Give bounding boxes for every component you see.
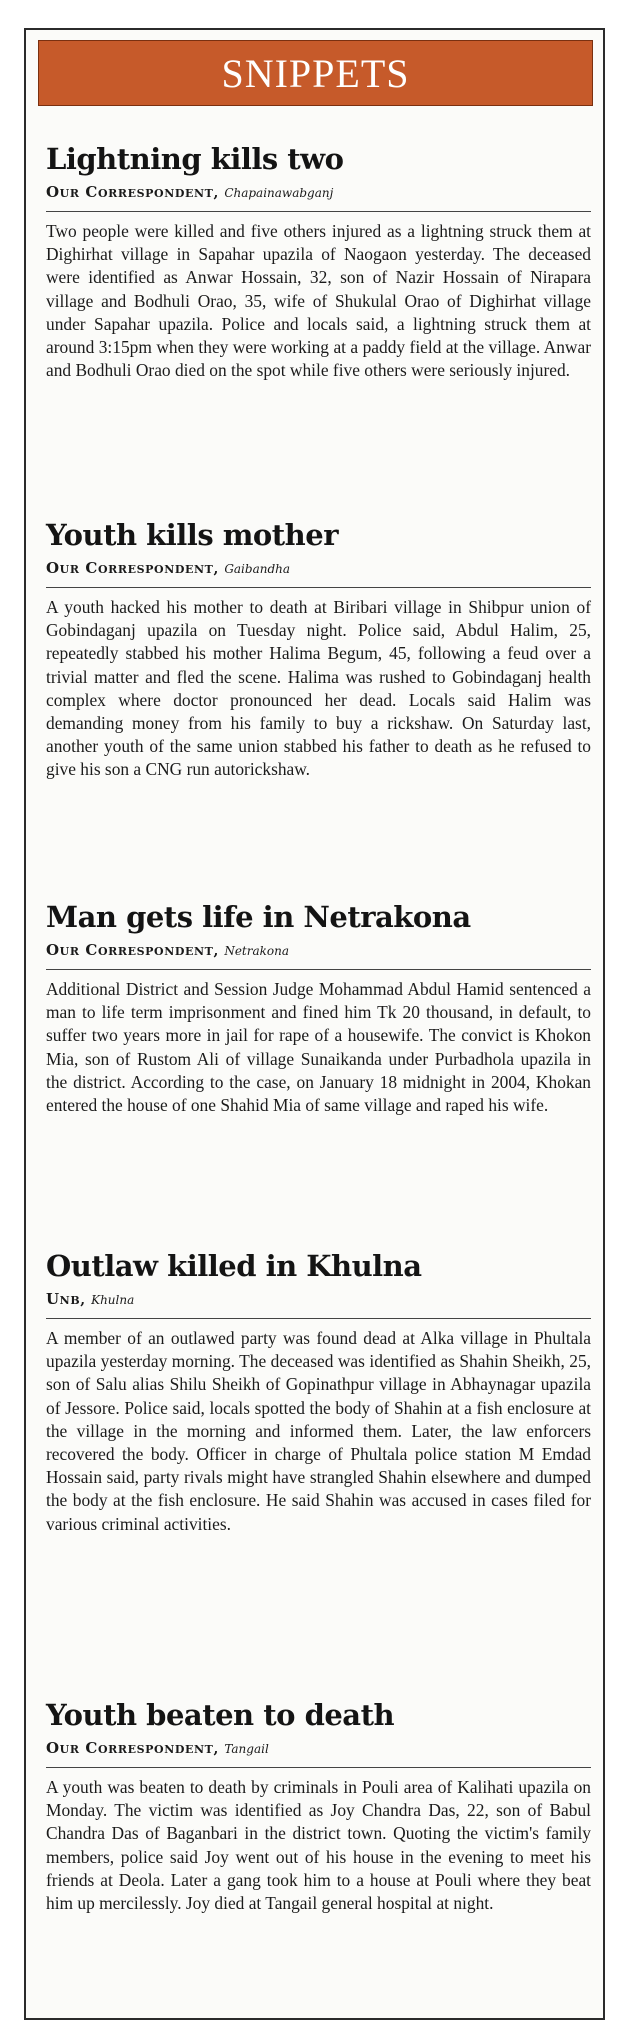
story-headline: Outlaw killed in Khulna [46,1249,422,1283]
story-byline: Our Correspondent, Gaibandha [46,559,291,577]
story-lightning [46,141,591,382]
story-headline: Youth kills mother [46,518,338,552]
story-body: A youth was beaten to death by criminals in Pouli area of Kalihati upazila on Monday. The victim was identified as Joy Chandra Das, 22, son of Babul Chandra Das of Baganbari in the district town. Quoting the victim's family members, police said Joy went out of his house in the evening to meet his friends at Deola. Later a gang took him to a house at Pouli where they beat him up mercilessly. Joy died at Tangail general hospital at night. [46,1777,591,1914]
byline-dateline: Netrakona [224,944,290,958]
byline-source: Unb [46,1290,81,1308]
byline-divider [46,1318,591,1319]
snippets-page [24,28,605,2020]
byline-source: Our Correspondent [46,1739,214,1757]
section-title: SNIPPETS [221,50,410,96]
byline-divider [46,1767,591,1768]
story-byline: Our Correspondent, Tangail [46,1739,269,1757]
byline-divider [46,211,591,212]
story-outlaw-killed [46,1248,591,1536]
story-body: A member of an outlawed party was found dead at Alka village in Phultala upazila yesterday morning. The deceased was identified as Shahin Sheikh, 25, son of Salu alias Shilu Sheikh of Gopinathpur village in Abhaynagar upazila of Jessore. Police said, locals spotted the body of Shahin at a fish enclosure at the village in the morning and informed them. Later, the law enforcers recovered the body. Officer in charge of Phultala police station M Emdad Hossain said, party rivals might have strangled Shahin elsewhere and dumped the body at the fish enclosure. He said Shahin was accused in cases filed for various criminal activities. [46,1328,591,1534]
story-youth-kills-mother [46,517,591,782]
story-headline: Youth beaten to death [46,1698,395,1732]
story-byline: Unb, Khulna [46,1290,135,1308]
story-byline: Our Correspondent, Chapainawabganj [46,183,334,201]
byline-source: Our Correspondent [46,941,214,959]
byline-dateline: Khulna [91,1293,135,1307]
story-byline: Our Correspondent, Netrakona [46,941,290,959]
byline-divider [46,587,591,588]
byline-dateline: Gaibandha [224,562,291,576]
story-body: A youth hacked his mother to death at Biribari village in Shibpur union of Gobindaganj upazila on Tuesday night. Police said, Abdul Halim, 25, repeatedly stabbed his mother Halima Begum, 45, following a feud over a trivial matter and fled the scene. Halima was rushed to Gobindaganj health complex where doctor pronounced her dead. Locals said Halim was demanding money from his family to buy a rickshaw. On Saturday last, another youth of the same union stabbed his father to death as he refused to give his son a CNG run autorickshaw. [46,597,591,780]
byline-divider [46,969,591,970]
story-headline: Lightning kills two [46,142,344,176]
byline-dateline: Tangail [224,1742,269,1756]
story-body: Two people were killed and five others injured as a lightning struck them at Dighirhat village in Sapahar upazila of Naogaon yesterday. The deceased were identified as Anwar Hossain, 32, son of Nazir Hossain of Nirapara village and Bodhuli Orao, 35, wife of Shukulal Orao of Dighirhat village under Sapahar upazila. Police and locals said, a lightning struck them at around 3:15pm when they were working at a paddy field at the village. Anwar and Bodhuli Orao died on the spot while five others were seriously injured. [46,221,591,381]
section-banner [38,40,593,106]
byline-source: Our Correspondent [46,559,214,577]
story-headline: Man gets life in Netrakona [46,900,471,934]
story-youth-beaten [46,1697,591,1915]
story-body: Additional District and Session Judge Mohammad Abdul Hamid sentenced a man to life term imprisonment and fined him Tk 20 thousand, in default, to suffer two years more in jail for rape of a housewife. The convict is Khokon Mia, son of Rustom Ali of village Sunaikanda under Purbadhola upazila in the district. According to the case, on January 18 midnight in 2004, Khokan entered the house of one Shahid Mia of same village and raped his wife. [46,979,591,1116]
story-man-gets-life [46,899,591,1117]
byline-dateline: Chapainawabganj [224,186,334,200]
byline-source: Our Correspondent [46,183,214,201]
